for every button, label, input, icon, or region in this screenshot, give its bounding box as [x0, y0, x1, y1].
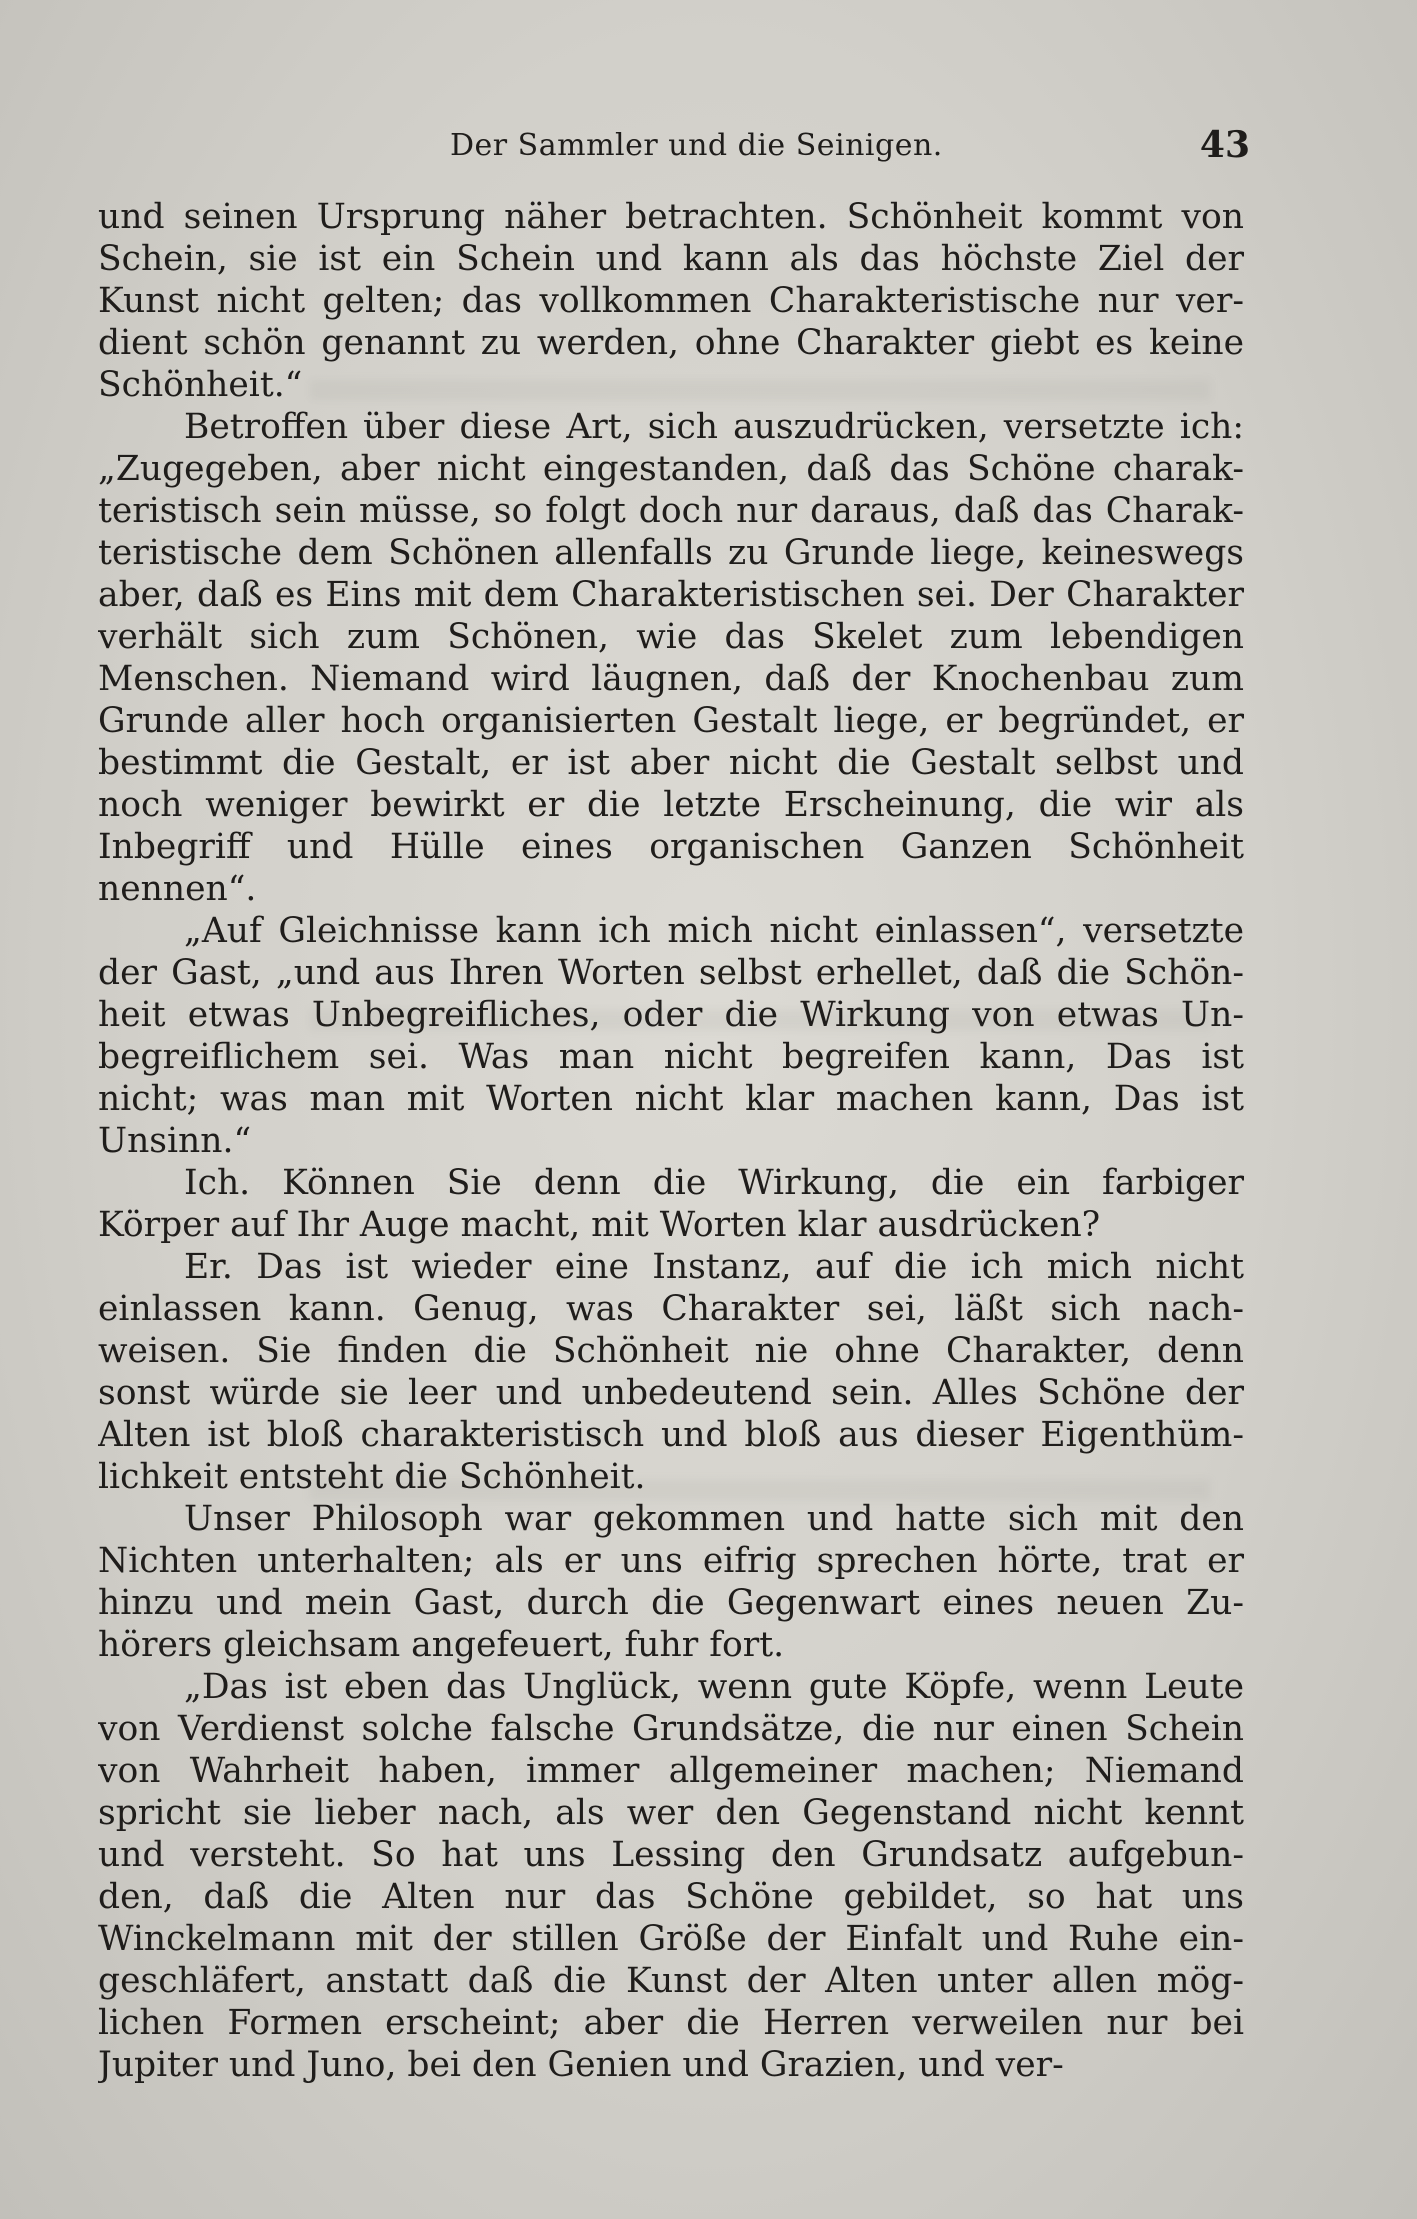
running-title: Der Sammler und die Seinigen. — [450, 128, 943, 163]
text-line: der Gast, „und aus Ihren Worten selbst erhellet, daß die Schön- — [98, 953, 1244, 993]
text-line: nicht; was man mit Worten nicht klar machen kann, Das ist — [98, 1079, 1244, 1119]
paragraph — [98, 406, 1244, 910]
text-line: bestimmt die Gestalt, er ist aber nicht die Gestalt selbst und — [98, 743, 1244, 783]
text-line: Jupiter und Juno, bei den Genien und Grazien, und ver- — [98, 2045, 1064, 2085]
text-line-content: Das ist wieder eine Instanz, auf die ich mich nicht — [256, 1247, 1244, 1287]
text-line: und seinen Ursprung näher betrachten. Schönheit kommt von — [98, 197, 1244, 237]
text-line-content: Können Sie denn die Wirkung, die ein farbiger — [282, 1163, 1244, 1203]
text-line: noch weniger bewirkt er die letzte Erscheinung, die wir als — [98, 785, 1244, 825]
text-line: heit etwas Unbegreifliches, oder die Wirkung von etwas Un- — [98, 995, 1244, 1035]
text-line: Betroffen über diese Art, sich auszudrücken, versetzte ich: — [184, 407, 1244, 447]
text-line — [98, 1162, 1244, 1204]
paragraph — [98, 1666, 1244, 2086]
text-line: lichen Formen erscheint; aber die Herren verweilen nur bei — [98, 2003, 1244, 2043]
text-line: „Zugegeben, aber nicht eingestanden, daß das Schöne charak- — [98, 449, 1244, 489]
text-line: „Das ist eben das Unglück, wenn gute Köpfe, wenn Leute — [184, 1667, 1244, 1707]
paragraph — [98, 1246, 1244, 1498]
text-line: von Verdienst solche falsche Grundsätze, die nur einen Schein — [98, 1709, 1244, 1749]
text-line: Menschen. Niemand wird läugnen, daß der Knochenbau zum — [98, 659, 1244, 699]
paragraph — [98, 1498, 1244, 1666]
text-line: Kunst nicht gelten; das vollkommen Charakteristische nur ver- — [98, 281, 1244, 321]
paragraph — [98, 196, 1244, 406]
text-line: hörers gleichsam angefeuert, fuhr fort. — [98, 1625, 785, 1665]
text-line: und versteht. So hat uns Lessing den Grundsatz aufgebun- — [98, 1835, 1244, 1875]
text-line: Unser Philosoph war gekommen und hatte sich mit den — [184, 1499, 1244, 1539]
text-line: teristische dem Schönen allenfalls zu Grunde liege, keineswegs — [98, 533, 1244, 573]
text-line: Schein, sie ist ein Schein und kann als das höchste Ziel der — [98, 239, 1244, 279]
text-line: Nichten unterhalten; als er uns eifrig sprechen hörte, trat er — [98, 1541, 1244, 1581]
text-line: „Auf Gleichnisse kann ich mich nicht einlassen“, versetzte — [184, 911, 1244, 951]
text-line: sonst würde sie leer und unbedeutend sein. Alles Schöne der — [98, 1373, 1244, 1413]
text-line: Inbegriff und Hülle eines organischen Ganzen Schönheit — [98, 827, 1244, 867]
text-line: Unsinn.“ — [98, 1121, 252, 1161]
page-number: 43 — [1199, 124, 1250, 166]
paragraph — [98, 1162, 1244, 1246]
page-header — [100, 118, 1250, 178]
text-line: begreiflichem sei. Was man nicht begreifen kann, Das ist — [98, 1037, 1244, 1077]
text-line: teristisch sein müsse, so folgt doch nur daraus, daß das Charak- — [98, 491, 1244, 531]
text-line: spricht sie lieber nach, als wer den Gegenstand nicht kennt — [98, 1793, 1244, 1833]
speaker-label: Er. — [184, 1247, 233, 1287]
text-line: Schönheit.“ — [98, 365, 303, 405]
text-line: Körper auf Ihr Auge macht, mit Worten klar ausdrücken? — [98, 1205, 1101, 1245]
text-line: lichkeit entsteht die Schönheit. — [98, 1457, 646, 1497]
text-line: geschläfert, anstatt daß die Kunst der Alten unter allen mög- — [98, 1961, 1244, 2001]
text-line: dient schön genannt zu werden, ohne Charakter giebt es keine — [98, 323, 1244, 363]
text-line: verhält sich zum Schönen, wie das Skelet zum lebendigen — [98, 617, 1244, 657]
text-line: hinzu und mein Gast, durch die Gegenwart eines neuen Zu- — [98, 1583, 1244, 1623]
speaker-label: Ich. — [184, 1163, 251, 1203]
body-text — [98, 196, 1244, 2086]
text-line: nennen“. — [98, 869, 257, 909]
text-line: Grunde aller hoch organisierten Gestalt liege, er begründet, er — [98, 701, 1244, 741]
paragraph — [98, 910, 1244, 1162]
text-line: von Wahrheit haben, immer allgemeiner machen; Niemand — [98, 1751, 1244, 1791]
text-line: einlassen kann. Genug, was Charakter sei, läßt sich nach- — [98, 1289, 1244, 1329]
text-line: Winckelmann mit der stillen Größe der Einfalt und Ruhe ein- — [98, 1919, 1244, 1959]
text-line: den, daß die Alten nur das Schöne gebildet, so hat uns — [98, 1877, 1244, 1917]
text-line: weisen. Sie finden die Schönheit nie ohne Charakter, denn — [98, 1331, 1244, 1371]
text-line — [98, 1246, 1244, 1288]
text-line: Alten ist bloß charakteristisch und bloß aus dieser Eigenthüm- — [98, 1415, 1244, 1455]
text-line: aber, daß es Eins mit dem Charakteristischen sei. Der Charakter — [98, 575, 1244, 615]
